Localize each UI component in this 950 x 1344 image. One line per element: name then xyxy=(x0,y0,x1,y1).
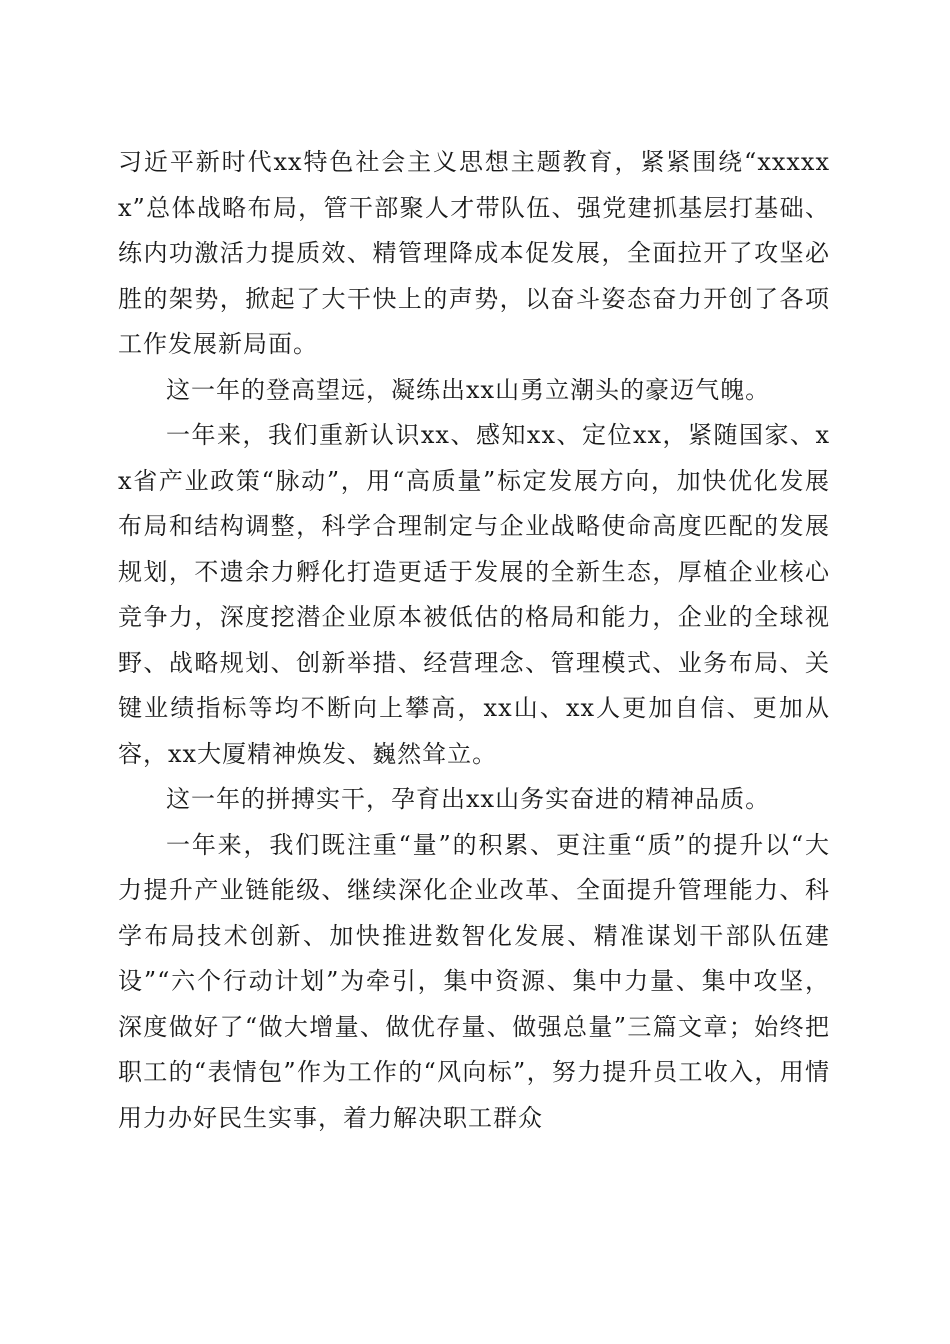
document-body xyxy=(118,140,830,1141)
paragraph-body-1: 一年来，我们重新认识xx、感知xx、定位xx，紧随国家、xx省产业政策“脉动”，用“高质量”标定发展方向，加快优化发展布局和结构调整，科学合理制定与企业战略使命高度匹配的发展规划，不遗余力孵化打造更适于发展的全新生态，厚植企业核心竞争力，深度挖潜企业原本被低估的格局和能力，企业的全球视野、战略规划、创新举措、经营理念、管理模式、业务布局、关键业绩指标等均不断向上攀高，xx山、xx人更加自信、更加从容，xx大厦精神焕发、巍然耸立。 xyxy=(118,421,830,768)
paragraph-continuation: 习近平新时代xx特色社会主义思想主题教育，紧紧围绕“xxxxxx”总体战略布局，管干部聚人才带队伍、强党建抓基层打基础、练内功激活力提质效、精管理降成本促发展，全面拉开了攻坚必胜的架势，掀起了大干快上的声势，以奋斗姿态奋力开创了各项工作发展新局面。 xyxy=(118,148,830,358)
paragraph-body-2: 一年来，我们既注重“量”的积累、更注重“质”的提升以“大力提升产业链能级、继续深化企业改革、全面提升管理能力、科学布局技术创新、加快推进数智化发展、精准谋划干部队伍建设”“六个行动计划”为牵引，集中资源、集中力量、集中攻坚，深度做好了“做大增量、做优存量、做强总量”三篇文章；始终把职工的“表情包”作为工作的“风向标”，努力提升员工收入，用情用力办好民生实事，着力解决职工群众 xyxy=(118,830,830,1132)
paragraph-heading-1: 这一年的登高望远，凝练出xx山勇立潮头的豪迈气魄。 xyxy=(166,375,771,404)
paragraph-heading-2: 这一年的拼搏实干，孕育出xx山务实奋进的精神品质。 xyxy=(166,785,771,813)
